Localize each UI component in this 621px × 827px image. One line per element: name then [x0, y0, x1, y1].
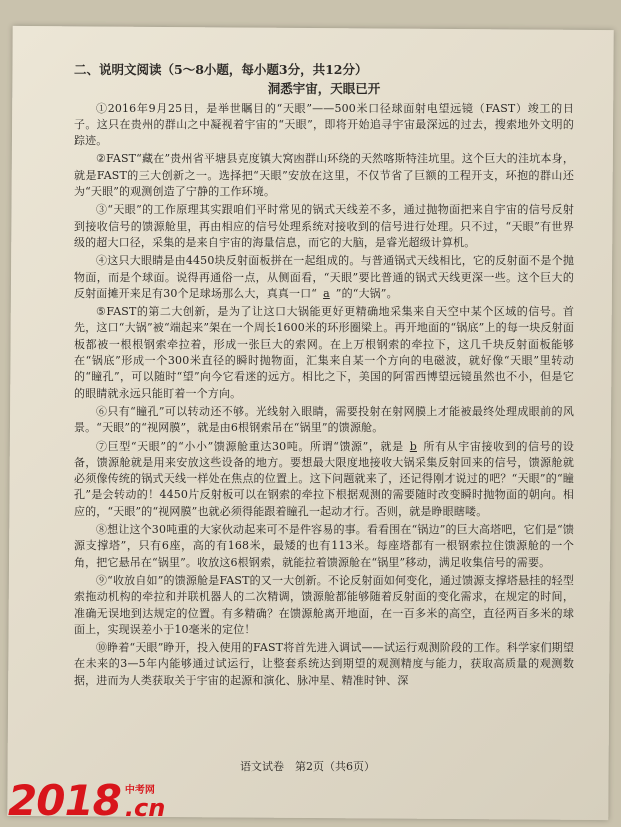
watermark-year: 2018: [8, 776, 121, 825]
paragraph-4-text: ④这只大眼睛是由4450块反射面板拼在一起组成的。与普通锅式天线相比，它的反射面不是个抛物面，而是个球面。说得再通俗一点，从侧面看，“天眼”要比普通的锅式天线更深一些。这个巨大的反射面摊开来足有30个足球场那么大，真真一口“: [74, 254, 574, 300]
blank-b: b: [409, 439, 417, 453]
watermark-site-name: 中考网: [124, 785, 155, 796]
watermark-domain: .cn: [124, 794, 166, 822]
article-title: 洞悉宇宙，天眼已开: [267, 81, 381, 97]
paragraph-4: [74, 253, 574, 302]
paragraph-7-tail: 所有从宇宙接收到的信号的设备，馈源舱就是用来安放这些设备的地方。要想最大限度地接收大锅采集反射回来的信号，馈源舱就必须像传统的锅式天线一样处在焦点的位置上。这下问题就来了，还记得刚才说过的吧？“天眼”的“瞳孔”是会转动的！4450片反射板可以在钢索的牵拉下根据观测的需要随时改变瞬时抛物面的朝向。相应的，“天眼”的“视网膜”也就必须得能跟着瞳孔一起动才行。否则，就是睁眼瞎喽。: [74, 439, 574, 518]
watermark-right: [125, 781, 165, 822]
paragraph-7: [74, 439, 574, 520]
blank-a: a: [323, 286, 330, 300]
paragraph-2: ②FAST“藏在”贵州省平塘县克度镇大窝凼群山环绕的天然喀斯特洼坑里。这个巨大的洼坑本身，就是FAST的三大创新之一。选择把“天眼”安放在这里，不仅节省了巨额的工程开支，环抱的群山还为“天眼”的观测创造了宁静的工作环境。: [74, 152, 574, 199]
paragraph-6: ⑥只有“瞳孔”可以转动还不够。光线射入眼睛，需要投射在射网膜上才能被最终处理成眼前的风景。“天眼”的“视网膜”，就是由6根钢索吊在“锅里”的馈源舱。: [74, 404, 574, 435]
section-title: 二、说明文阅读（5～8小题，每小题3分，共12分）: [74, 62, 368, 77]
page-footer: 语文试卷 第2页（共6页）: [240, 760, 375, 773]
site-watermark: [8, 772, 248, 825]
paragraph-3: ③“天眼”的工作原理其实跟咱们平时常见的锅式天线差不多，通过抛物面把来自宇宙的信号反射到接收信号的馈源舱里，再由相应的信号处理系统对接收到的信号进行处理。只不过，“天眼”有世界级的超大口径，采集的是来自宇宙的海量信息，而它的大脑，是睿光超级计算机。: [74, 203, 574, 249]
exam-content: [74, 62, 574, 691]
paragraph-7-text: ⑦巨型“天眼”的“小小”馈源舱重达30吨。所谓“馈源”，就是: [96, 439, 404, 453]
paragraph-1: ①2016年9月25日，是举世瞩目的“天眼”——500米口径球面射电望远镜（FAST）竣工的日子。这只在贵州的群山之中凝视着宇宙的“天眼”，即将开始追寻宇宙最深远的过去，搜索地外文明的踪迹。: [74, 101, 574, 148]
paragraph-4-tail: ”的“大锅”。: [335, 286, 398, 300]
paragraph-5: ⑤FAST的第二大创新，是为了让这口大锅能更好更精确地采集来自天空中某个区域的信号。首先，这口“大锅”被“端起来”架在一个周长1600米的环形圈梁上。再开地面的“锅底”上的每一块反射面板都被一根根钢索牵拉着，形成一张巨大的索网。在上万根钢索的牵拉下，这几千块反射面板能够在“锅底”形成一个300米直径的瞬时抛物面，汇集来自某一个方向的电磁波，就好像“天眼”里转动的“瞳孔”，可以随时“望”向今它看迷的远方。相比之下，美国的阿雷西博望远镜虽然也不小，但是它的眼睛就永远只能盯着一个方向。: [74, 305, 574, 400]
paragraph-9: ⑨“收放自如”的馈源舱是FAST的又一大创新。不论反射面如何变化，通过馈源支撑塔悬挂的轻型索拖动机构的牵拉和并联机器人的二次精调，馈源舱都能够随着反射面的变化需求，在规定的时间，准确无误地到达规定的位置。有多精确？在馈源舱离开地面，在一百多米的高空，直径两百多米的球面上，实现误差小于10毫米的定位！: [74, 573, 574, 636]
paragraph-10: ⑩睁着“天眼”睁开，投入使用的FAST将首先进入调试——试运行观测阶段的工作。科学家们期望在未来的3—5年内能够通过试运行，让整套系统达到期望的观测精度与能力，获取高质量的观测数据，进而为人类获取关于宇宙的起源和演化、脉冲星、精准时钟、深: [74, 641, 574, 687]
paragraph-8: ⑧想让这个30吨重的大家伙动起来可不是件容易的事。看看围在“锅边”的巨大高塔吧，它们是“馈源支撑塔”，只有6座，高的有168米，最矮的也有113米。每座塔都有一根钢索拉住馈源舱的一个角，把它悬吊在“锅里”。收放这6根钢索，就能拉着馈源舱在“锅里”移动，满足收集信号的需要。: [74, 523, 574, 569]
